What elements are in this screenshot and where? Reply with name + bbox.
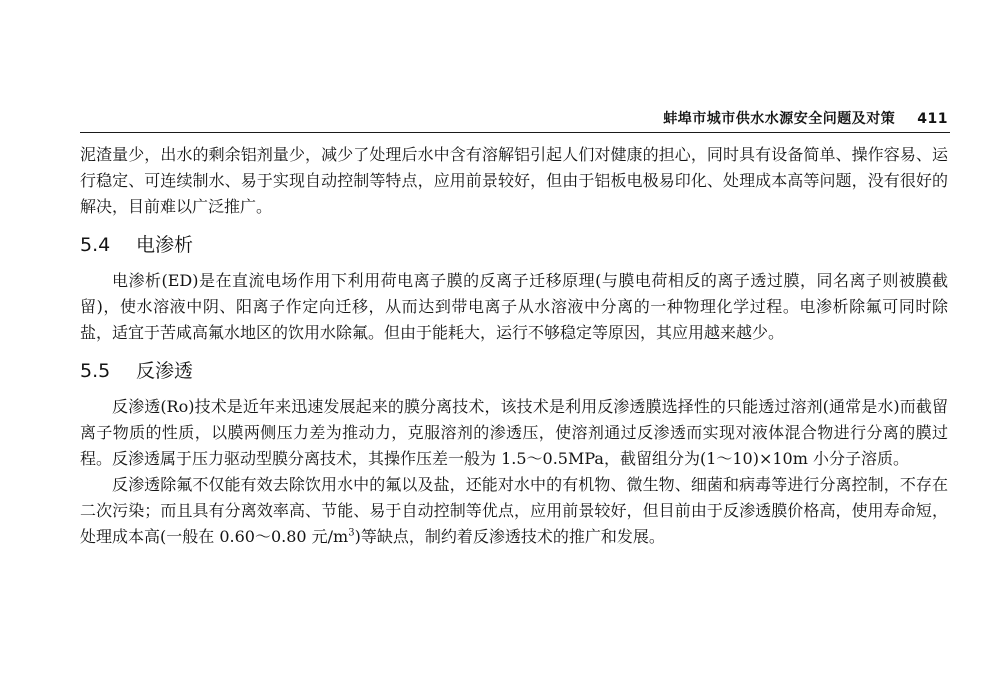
- superscript: 3: [348, 527, 355, 539]
- body-text: [80, 142, 948, 550]
- paragraph-ro-defluoridation: [80, 472, 948, 550]
- section-title: 反渗透: [136, 360, 194, 382]
- paragraph-continued: 泥渣量少，出水的剩余铝剂量少，减少了处理后水中含有溶解铝引起人们对健康的担心，同时具有设备简单、操作容易、运行稳定、可连续制水、易于实现自动控制等特点，应用前景较好，但由于铝板电极易印化、处理成本高等问题，没有很好的解决，目前难以广泛推广。: [80, 145, 948, 216]
- paragraph-text-tail: )等缺点，制约着反渗透技术的推广和发展。: [354, 527, 665, 546]
- section-number: 5.5: [80, 360, 111, 382]
- section-heading-5-5: [80, 358, 948, 384]
- paragraph-reverse-osmosis: 反渗透(Ro)技术是近年来迅速发展起来的膜分离技术，该技术是利用反渗透膜选择性的只能透过溶剂(通常是水)而截留离子物质的性质，以膜两侧压力差为推动力，克服溶剂的渗透压，使溶剂通过反渗透而实现对液体混合物进行分离的膜过程。反渗透属于压力驱动型膜分离技术，其操作压差一般为 1.5～0.5MPa，截留组分为(1～10)×10m 小分子溶质。: [80, 397, 948, 468]
- header-title: 蚌埠市城市供水水源安全问题及对策: [663, 111, 896, 127]
- section-title: 电渗析: [136, 234, 194, 256]
- header-rule: [80, 132, 950, 133]
- page-number: 411: [917, 111, 948, 127]
- section-heading-5-4: [80, 232, 948, 258]
- paragraph-text: 反渗透除氟不仅能有效去除饮用水中的氟以及盐，还能对水中的有机物、微生物、细菌和病毒等进行分离控制，不存在二次污染；而且具有分离效率高、节能、易于自动控制等优点，应用前景较好，但目前由于反渗透膜价格高，使用寿命短，处理成本高(一般在 0.60～0.80 元/m: [80, 475, 948, 546]
- section-number: 5.4: [80, 234, 111, 256]
- running-header: [80, 108, 948, 128]
- paragraph-electrodialysis: 电渗析(ED)是在直流电场作用下利用荷电离子膜的反离子迁移原理(与膜电荷相反的离子透过膜，同名离子则被膜截留)，使水溶液中阴、阳离子作定向迁移，从而达到带电离子从水溶液中分离的一种物理化学过程。电渗析除氟可同时除盐，适宜于苦咸高氟水地区的饮用水除氟。但由于能耗大，运行不够稳定等原因，其应用越来越少。: [80, 271, 948, 342]
